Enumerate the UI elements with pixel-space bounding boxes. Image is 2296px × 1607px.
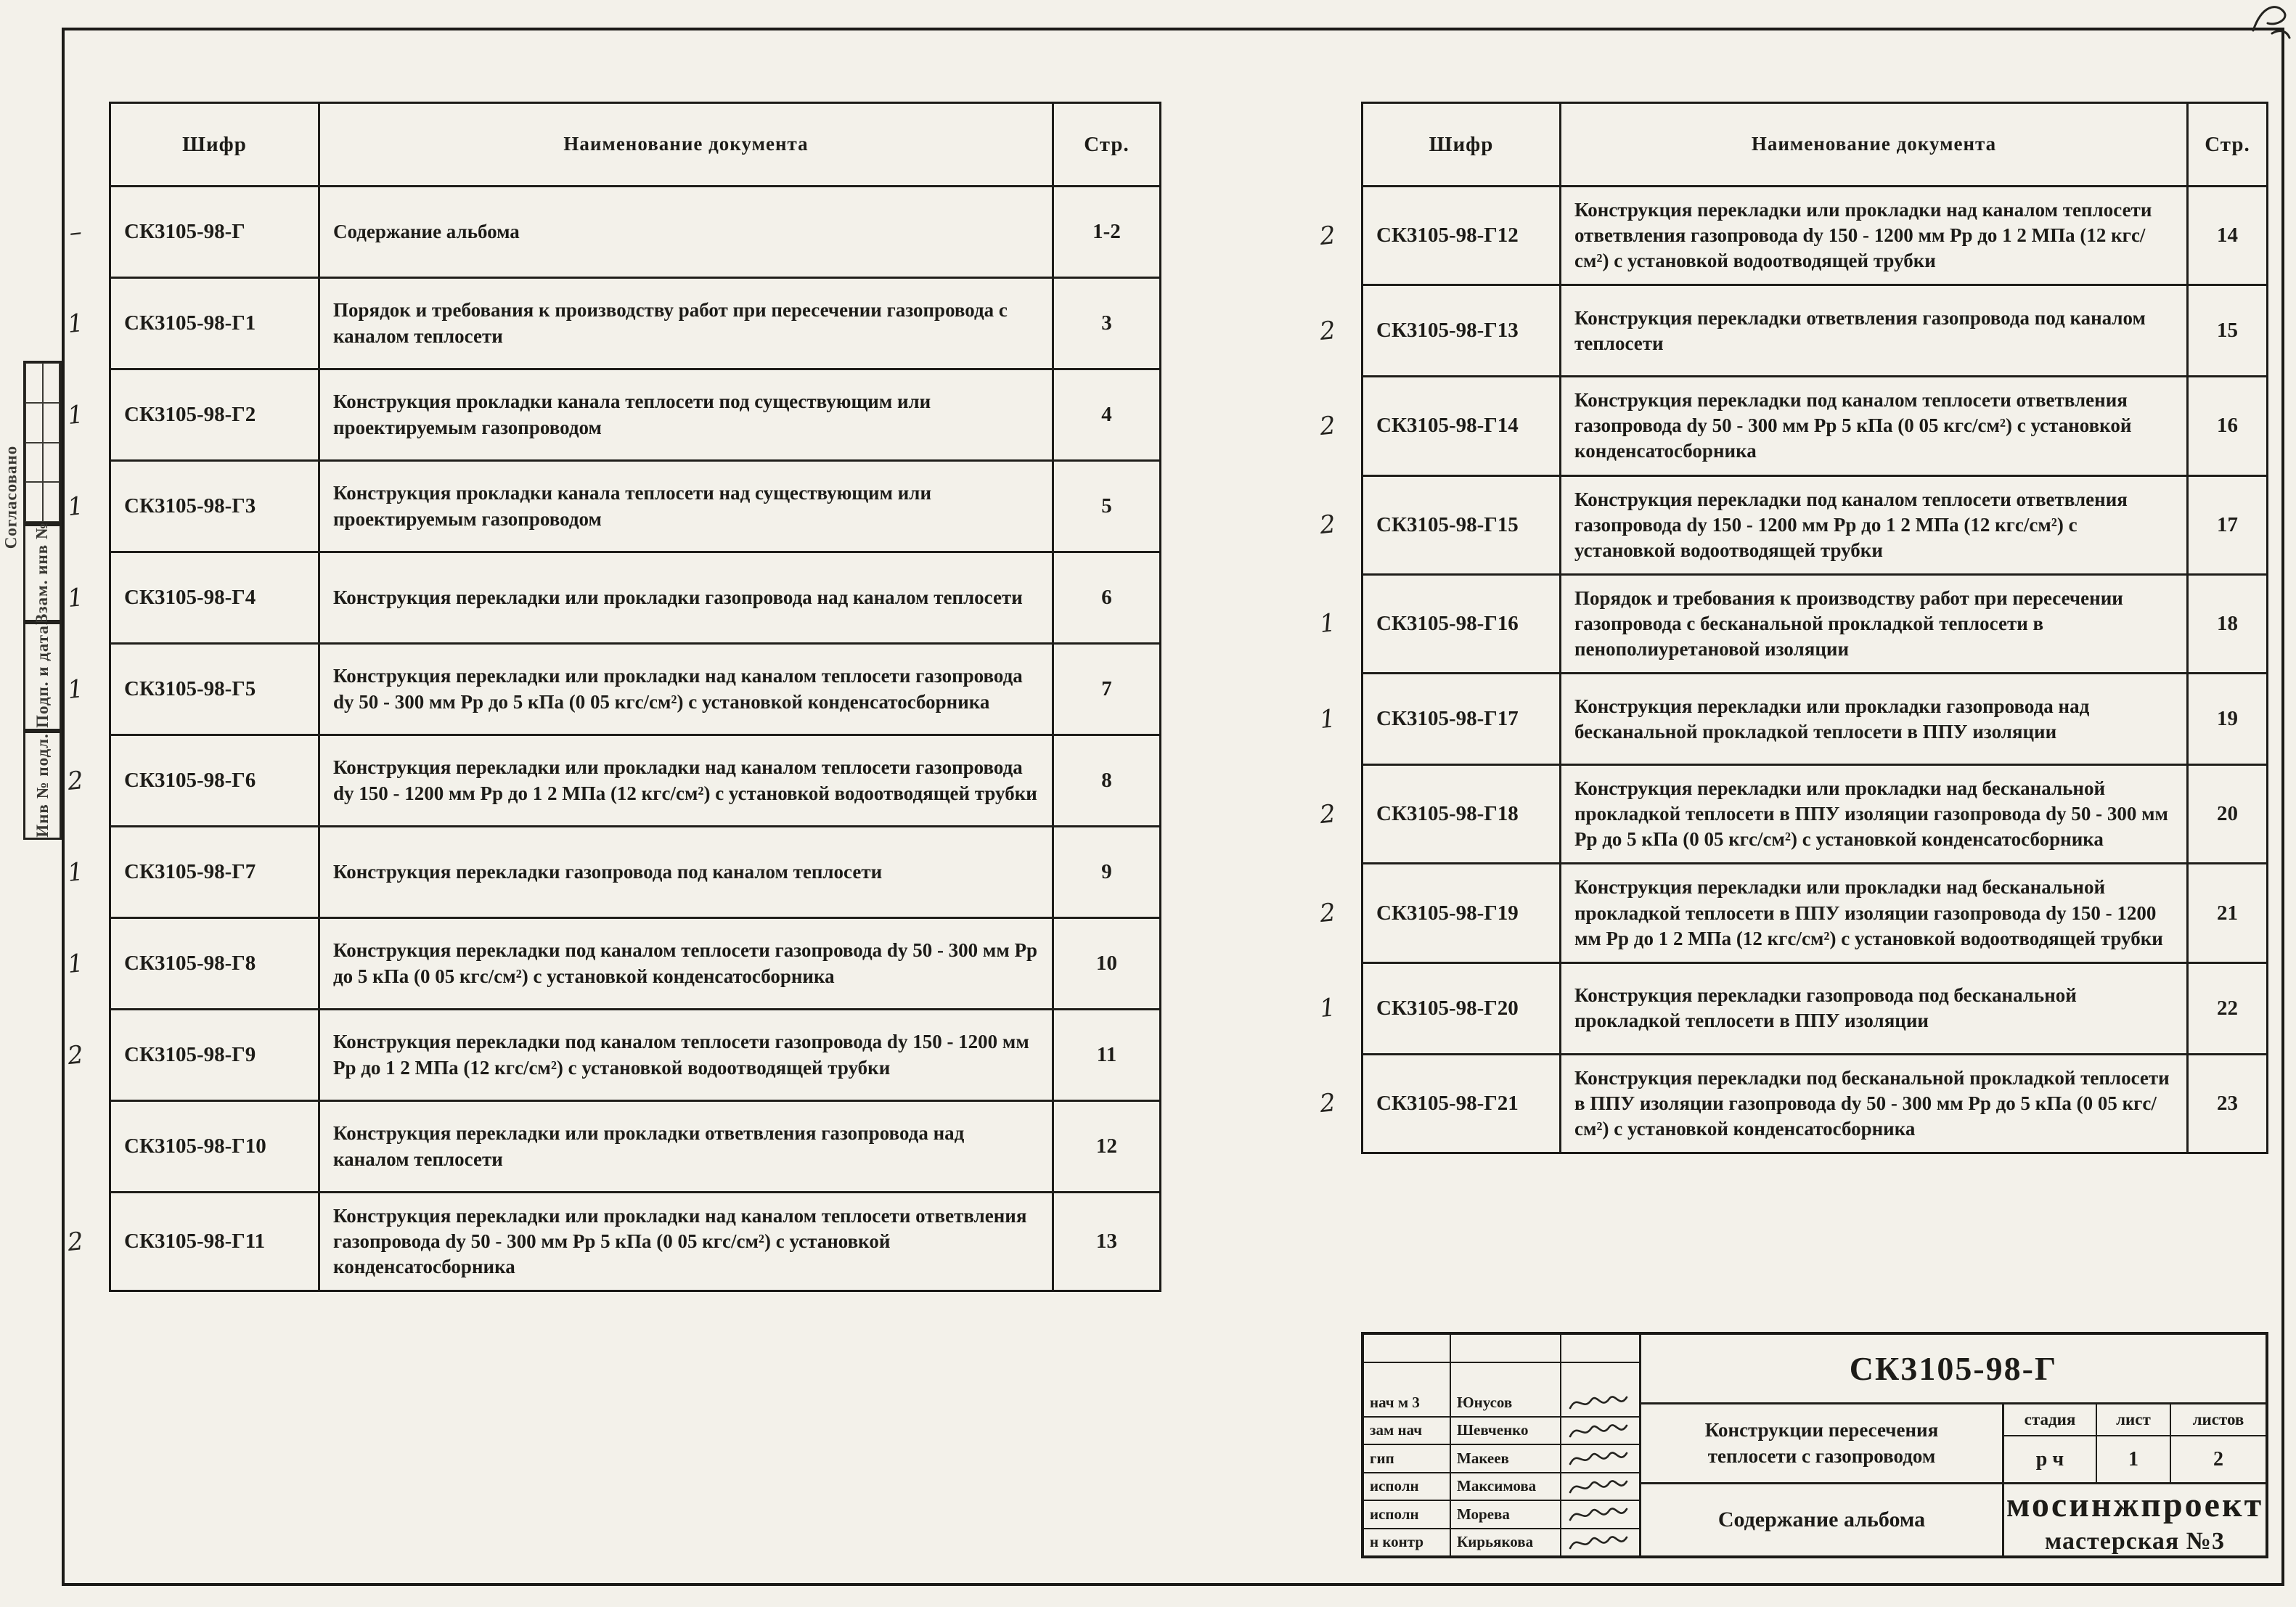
table-row xyxy=(66,277,1159,368)
handwritten-revision-mark: 2 xyxy=(1318,315,1337,346)
sheets-value: 2 xyxy=(2170,1436,2266,1482)
doc-code-cell: СК3105-98-Г11 xyxy=(124,1230,266,1254)
signer-role: н контр xyxy=(1370,1533,1424,1551)
doc-code-cell: СК3105-98-Г1 xyxy=(124,311,256,335)
signer-name: Шевченко xyxy=(1450,1418,1560,1444)
signer-role: гип xyxy=(1370,1449,1394,1467)
header-page: Стр. xyxy=(1052,104,1159,185)
table-row xyxy=(66,734,1159,825)
contents-table-right xyxy=(1318,102,2268,1154)
table-row xyxy=(66,1191,1159,1290)
doc-code-cell: СК3105-98-Г10 xyxy=(124,1134,266,1158)
signature-mark xyxy=(1560,1473,1639,1500)
table-row xyxy=(66,1008,1159,1100)
empty-cell xyxy=(1560,1363,1639,1390)
signature-table xyxy=(1364,1335,1641,1555)
table-row xyxy=(1318,962,2266,1053)
doc-name-cell: Конструкция перекладки под каналом теплосети ответвления газопровода dy 150 - 1200 мм Рр до 1 2 МПа (12 кгс/см²) с установкой водоотводящей трубки xyxy=(1559,477,2186,573)
handwritten-revision-mark: 2 xyxy=(1318,220,1337,251)
signature-mark xyxy=(1560,1445,1639,1472)
signer-name: Макеев xyxy=(1450,1445,1560,1472)
doc-code-cell: СК3105-98-Г17 xyxy=(1376,707,1519,731)
signer-role: нач м 3 xyxy=(1370,1393,1420,1411)
handwritten-revision-mark: 2 xyxy=(1318,410,1337,441)
doc-name-cell: Конструкция перекладки газопровода под каналом теплосети xyxy=(318,827,1052,917)
table-header-row xyxy=(111,104,1159,185)
signer-name: Юнусов xyxy=(1450,1389,1560,1416)
table-header-row xyxy=(1363,104,2266,185)
project-title: Конструкции пересечения теплосети с газопроводом xyxy=(1641,1404,2004,1482)
margin-grid-cell xyxy=(25,363,43,403)
table-row xyxy=(1318,284,2266,375)
table-row xyxy=(1318,764,2266,862)
signature-row-empty xyxy=(1364,1362,1639,1390)
doc-name-cell: Конструкция прокладки канала теплосети под существующим или проектируемым газопроводом xyxy=(318,370,1052,459)
doc-name-cell: Конструкция перекладки или прокладки над каналом теплосети ответвления газопровода dy 150 - 1200 мм Рр до 1 2 МПа (12 кгс/см²) с установкой водоотводящей трубки xyxy=(1559,187,2186,284)
doc-name-cell: Конструкция перекладки или прокладки над бесканальной прокладкой теплосети в ППУ изоляции газопровода dy 50 - 300 мм Рр до 5 кПа (0 05 кгс/см²) с установкой конденсатосборника xyxy=(1559,766,2186,862)
doc-name-cell: Содержание альбома xyxy=(318,187,1052,277)
doc-page-cell: 13 xyxy=(1052,1193,1159,1290)
stage-value: р ч xyxy=(2035,1447,2064,1471)
handwritten-revision-mark: 2 xyxy=(1318,1088,1337,1119)
doc-code-cell: СК3105-98-Г6 xyxy=(124,769,256,792)
signature-row-empty xyxy=(1364,1335,1639,1362)
doc-page-cell: 14 xyxy=(2186,187,2266,284)
table-row xyxy=(66,917,1159,1008)
empty-cell xyxy=(1450,1335,1560,1362)
table-row xyxy=(1318,185,2266,284)
doc-code-cell: СК3105-98-Г xyxy=(124,220,245,243)
doc-page-cell: 10 xyxy=(1052,919,1159,1008)
stage-sheet-table xyxy=(2004,1404,2266,1482)
doc-code-cell: СК3105-98-Г16 xyxy=(1376,611,1519,635)
doc-page-cell: 17 xyxy=(2186,477,2266,573)
doc-code-cell: СК3105-98-Г3 xyxy=(124,494,256,518)
doc-code-cell: СК3105-98-Г18 xyxy=(1376,802,1519,826)
table-row xyxy=(1318,672,2266,764)
table-row xyxy=(1318,573,2266,672)
handwritten-revision-mark: 2 xyxy=(66,1226,85,1257)
table-row xyxy=(66,551,1159,642)
doc-code-cell: СК3105-98-Г13 xyxy=(1376,319,1519,343)
signature-mark xyxy=(1560,1389,1639,1416)
signature-row xyxy=(1364,1500,1639,1528)
doc-page-cell: 18 xyxy=(2186,576,2266,672)
signer-role: исполн xyxy=(1370,1477,1419,1495)
doc-page-cell: 22 xyxy=(2186,964,2266,1053)
handwritten-revision-mark: 1 xyxy=(66,948,85,979)
doc-name-cell: Конструкция перекладки под бесканальной прокладкой теплосети в ППУ изоляции газопровода dy 50 - 300 мм Рр до 5 кПа (0 05 кгс/см²) с установкой конденсатосборника xyxy=(1559,1055,2186,1152)
signature-row xyxy=(1364,1416,1639,1444)
header-code: Шифр xyxy=(1429,132,1494,156)
doc-code-cell: СК3105-98-Г15 xyxy=(1376,512,1519,536)
stage-sheet-header xyxy=(2004,1404,2266,1436)
header-code: Шифр xyxy=(182,132,247,156)
signer-name: Максимова xyxy=(1450,1473,1560,1500)
stage-sheet-values xyxy=(2004,1436,2266,1482)
signature-mark xyxy=(1560,1501,1639,1528)
doc-page-cell: 5 xyxy=(1052,462,1159,551)
title-block xyxy=(1361,1332,2268,1558)
doc-code-title: СК3105-98-Г xyxy=(1641,1335,2266,1404)
table-body xyxy=(1318,185,2266,1152)
doc-page-cell: 3 xyxy=(1052,279,1159,368)
handwritten-revision-mark: 1 xyxy=(66,582,85,613)
handwritten-revision-mark: 1 xyxy=(66,856,85,888)
signature-row xyxy=(1364,1444,1639,1472)
table-row xyxy=(1318,1053,2266,1152)
handwritten-revision-mark: 1 xyxy=(1318,703,1337,735)
doc-name-cell: Конструкция перекладки или прокладки над каналом теплосети газопровода dy 150 - 1200 мм Рр до 1 2 МПа (12 кгс/см²) с установкой водоотводящей трубки xyxy=(318,736,1052,825)
table-row xyxy=(66,642,1159,734)
doc-name-cell: Порядок и требования к производству работ при пересечении газопровода с каналом теплосети xyxy=(318,279,1052,368)
doc-code-cell: СК3105-98-Г14 xyxy=(1376,414,1519,438)
signature-row xyxy=(1364,1389,1639,1416)
table-body xyxy=(66,185,1159,1290)
signature-row xyxy=(1364,1472,1639,1500)
doc-name-cell: Конструкция перекладки или прокладки над каналом теплосети ответвления газопровода dy 50 - 300 мм Рр 5 кПа (0 05 кгс/см²) с установкой конденсатосборника xyxy=(318,1193,1052,1290)
signature-mark xyxy=(1560,1529,1639,1556)
doc-name-cell: Конструкция перекладки ответвления газопровода под каналом теплосети xyxy=(1559,286,2186,375)
doc-name-cell: Конструкция перекладки или прокладки над каналом теплосети газопровода dy 50 - 300 мм Рр до 5 кПа (0 05 кгс/см²) с установкой конденсатосборника xyxy=(318,645,1052,734)
doc-page-cell: 16 xyxy=(2186,377,2266,474)
table-row xyxy=(111,1100,1159,1191)
doc-name-cell: Конструкция перекладки под каналом теплосети газопровода dy 50 - 300 мм Рр до 5 кПа (0 05 кгс/см²) с установкой конденсатосборника xyxy=(318,919,1052,1008)
margin-grid-cell xyxy=(25,443,43,483)
org-name: мосинжпроект xyxy=(2006,1485,2264,1524)
doc-name-cell: Конструкция перекладки или прокладки газопровода над бесканальной прокладкой теплосети в ППУ изоляции xyxy=(1559,674,2186,764)
header-name: Наименование документа xyxy=(1559,104,2186,185)
table-row xyxy=(1318,475,2266,573)
doc-page-cell: 7 xyxy=(1052,645,1159,734)
doc-code-cell: СК3105-98-Г21 xyxy=(1376,1091,1519,1115)
margin-grid-cell xyxy=(43,443,60,483)
doc-name-cell: Конструкция перекладки под каналом теплосети ответвления газопровода dy 50 - 300 мм Рр 5 кПа (0 05 кгс/см²) с установкой конденсатосборника xyxy=(1559,377,2186,474)
doc-page-cell: 15 xyxy=(2186,286,2266,375)
margin-label-vzam-inv: Взам. инв № xyxy=(33,521,52,625)
signature-mark xyxy=(1560,1418,1639,1444)
handwritten-revision-mark: 1 xyxy=(66,491,85,522)
approved-margin-label xyxy=(0,436,22,559)
doc-page-cell: 8 xyxy=(1052,736,1159,825)
table-row xyxy=(68,185,1159,277)
handwritten-revision-mark: 2 xyxy=(1318,798,1337,830)
sheet-label: лист xyxy=(2096,1404,2170,1435)
empty-cell xyxy=(1364,1335,1450,1362)
doc-page-cell: 4 xyxy=(1052,370,1159,459)
table-row xyxy=(1318,375,2266,474)
handwritten-revision-mark: 1 xyxy=(66,399,85,430)
table-row xyxy=(66,368,1159,459)
doc-code-cell: СК3105-98-Г2 xyxy=(124,403,256,426)
table-row xyxy=(66,825,1159,917)
table-row xyxy=(66,459,1159,551)
doc-page-cell: 21 xyxy=(2186,864,2266,961)
doc-code-cell: СК3105-98-Г8 xyxy=(124,952,256,975)
doc-name-cell: Конструкция перекладки или прокладки ответвления газопровода над каналом теплосети xyxy=(318,1102,1052,1191)
doc-page-cell: 20 xyxy=(2186,766,2266,862)
doc-page-cell: 19 xyxy=(2186,674,2266,764)
margin-label-inv-podl: Инв № подл. xyxy=(33,733,52,838)
handwritten-revision-mark: 1 xyxy=(66,674,85,705)
stage-label: стадия xyxy=(2024,1410,2076,1428)
doc-code-cell: СК3105-98-Г19 xyxy=(1376,901,1519,925)
doc-page-cell: 11 xyxy=(1052,1010,1159,1100)
doc-page-cell: 6 xyxy=(1052,553,1159,642)
signer-role: исполн xyxy=(1370,1505,1419,1523)
signer-name: Кирьякова xyxy=(1450,1529,1560,1556)
empty-cell xyxy=(1450,1363,1560,1390)
doc-code-cell: СК3105-98-Г4 xyxy=(124,586,256,609)
sheets-label: листов xyxy=(2170,1404,2266,1435)
empty-cell xyxy=(1560,1335,1639,1362)
sheet-title: Содержание альбома xyxy=(1641,1484,2004,1555)
doc-page-cell: 12 xyxy=(1052,1102,1159,1191)
handwritten-revision-mark: 1 xyxy=(66,308,85,339)
margin-grid-cell xyxy=(25,403,43,443)
contents-table-left xyxy=(66,102,1161,1292)
doc-name-cell: Конструкция перекладки или прокладки над бесканальной прокладкой теплосети в ППУ изоляции газопровода dy 150 - 1200 мм Рр до 1 2 МПа (12 кгс/см²) с установкой водоотводящей трубки xyxy=(1559,864,2186,961)
header-page: Стр. xyxy=(2186,104,2266,185)
handwritten-revision-mark: 2 xyxy=(66,765,85,796)
doc-page-cell: 9 xyxy=(1052,827,1159,917)
doc-name-cell: Конструкция перекладки газопровода под бесканальной прокладкой теплосети в ППУ изоляции xyxy=(1559,964,2186,1053)
handwritten-revision-mark: – xyxy=(68,216,83,248)
doc-name-cell: Конструкция перекладки или прокладки газопровода над каналом теплосети xyxy=(318,553,1052,642)
margin-label-podp-data: Подп. и дата xyxy=(33,625,52,728)
org-unit: мастерская №3 xyxy=(2045,1527,2225,1555)
signature-row xyxy=(1364,1528,1639,1556)
title-block-bottom xyxy=(1641,1484,2266,1555)
doc-code-cell: СК3105-98-Г7 xyxy=(124,860,256,883)
handwritten-corner-mark xyxy=(2247,1,2292,49)
handwritten-revision-mark: 2 xyxy=(66,1039,85,1071)
handwritten-revision-mark: 1 xyxy=(1318,608,1337,639)
doc-name-cell: Конструкция перекладки под каналом теплосети газопровода dy 150 - 1200 мм Рр до 1 2 МПа (12 кгс/см²) с установкой водоотводящей трубки xyxy=(318,1010,1052,1100)
signer-role: зам нач xyxy=(1370,1421,1423,1439)
handwritten-revision-mark: 2 xyxy=(1318,898,1337,929)
title-block-right xyxy=(1641,1335,2266,1555)
doc-code-cell: СК3105-98-Г9 xyxy=(124,1043,256,1066)
doc-page-cell: 23 xyxy=(2186,1055,2266,1152)
doc-code-cell: СК3105-98-Г5 xyxy=(124,677,256,700)
handwritten-revision-mark: 1 xyxy=(1318,993,1337,1024)
header-name: Наименование документа xyxy=(318,104,1052,185)
title-block-middle xyxy=(1641,1404,2266,1484)
signer-name: Морева xyxy=(1450,1501,1560,1528)
doc-page-cell: 1-2 xyxy=(1052,187,1159,277)
margin-grid-cell xyxy=(25,482,43,522)
doc-name-cell: Конструкция прокладки канала теплосети над существующим или проектируемым газопроводом xyxy=(318,462,1052,551)
doc-code-cell: СК3105-98-Г12 xyxy=(1376,224,1519,248)
doc-code-cell: СК3105-98-Г20 xyxy=(1376,996,1519,1020)
approved-label-text: Согласовано xyxy=(1,445,20,549)
table-row xyxy=(1318,862,2266,961)
handwritten-revision-mark: 2 xyxy=(1318,510,1337,541)
sheet-value: 1 xyxy=(2096,1436,2170,1482)
doc-name-cell: Порядок и требования к производству работ при пересечении газопровода с бесканальной прокладкой теплосети в пенополиуретановой изоляции xyxy=(1559,576,2186,672)
empty-cell xyxy=(1364,1363,1450,1390)
margin-grid-cell xyxy=(43,363,60,403)
organization xyxy=(2004,1484,2266,1555)
